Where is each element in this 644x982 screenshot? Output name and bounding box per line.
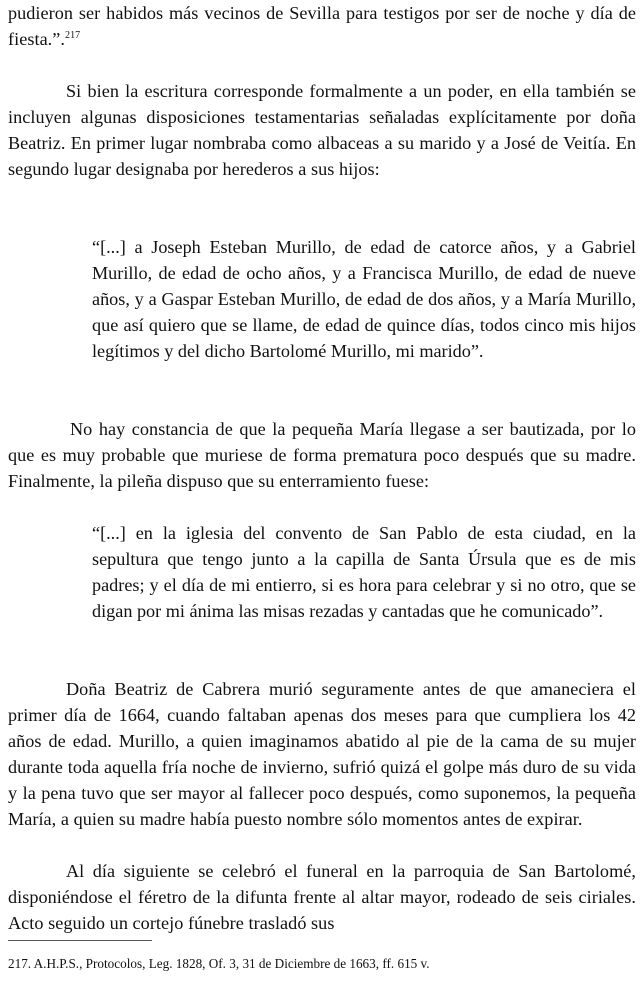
- footnote: 217. A.H.P.S., Protocolos, Leg. 1828, Of. 3, 31 de Diciembre de 1663, ff. 615 v.: [8, 956, 430, 971]
- paragraph-power-of-attorney: Si bien la escritura corresponde formalmente a un poder, en ella también se incluyen algunas disposiciones testamentarias señaladas explícitamente por doña Beatriz. En primer lugar nombraba como albaceas a su marido y a José de Veitía. En segundo lugar designaba por herederos a sus hijos:: [8, 81, 636, 179]
- paragraph-death: Doña Beatriz de Cabrera murió seguramente antes de que amaneciera el primer día de 1664, cuando faltaban apenas dos meses para que cumpliera los 42 años de edad. Murillo, a quien imaginamos abatido al pie de la cama de su mujer durante toda aquella fría noche de invierno, sufrió quizá el golpe más duro de su vida y la pena tuvo que ser mayor al fallecer poco después, como suponemos, la pequeña María, a quien su madre había puesto nombre sólo momentos antes de expirar.: [8, 679, 636, 829]
- block-quote-burial: “[...] en la iglesia del convento de San Pablo de esta ciudad, en la sepultura que tengo junto a la capilla de Santa Úrsula que es de mis padres; y el día de mi entierro, si es hora para celebrar y si no otro, que se digan por mi ánima las misas rezadas y cantadas que he comunicado”.: [92, 523, 636, 621]
- block-quote-heirs: “[...] a Joseph Esteban Murillo, de edad de catorce años, y a Gabriel Murillo, de edad de ocho años, y a Francisca Murillo, de edad de nueve años, y a Gaspar Esteban Murillo, de edad de dos años, y a María Murillo, que así quiero que se llame, de edad de quince días, todos cinco mis hijos legítimos y del dicho Bartolomé Murillo, mi marido”.: [92, 237, 636, 361]
- paragraph-continuation: [8, 0, 636, 52]
- footnote-reference: 217: [65, 30, 81, 41]
- paragraph-funeral: Al día siguiente se celebró el funeral en la parroquia de San Bartolomé, disponiéndose el féretro de la difunta frente al altar mayor, rodeado de seis ciriales. Acto seguido un cortejo fúnebre trasladó sus: [8, 861, 636, 933]
- footnote-separator: [8, 940, 152, 941]
- paragraph-text: pudieron ser habidos más vecinos de Sevilla para testigos por ser de noche y día de fiesta.”.: [8, 3, 636, 49]
- paragraph-baptism: No hay constancia de que la pequeña María llegase a ser bautizada, por lo que es muy probable que muriese de forma prematura poco después que su madre. Finalmente, la pileña dispuso que su enterramiento fuese:: [8, 419, 636, 491]
